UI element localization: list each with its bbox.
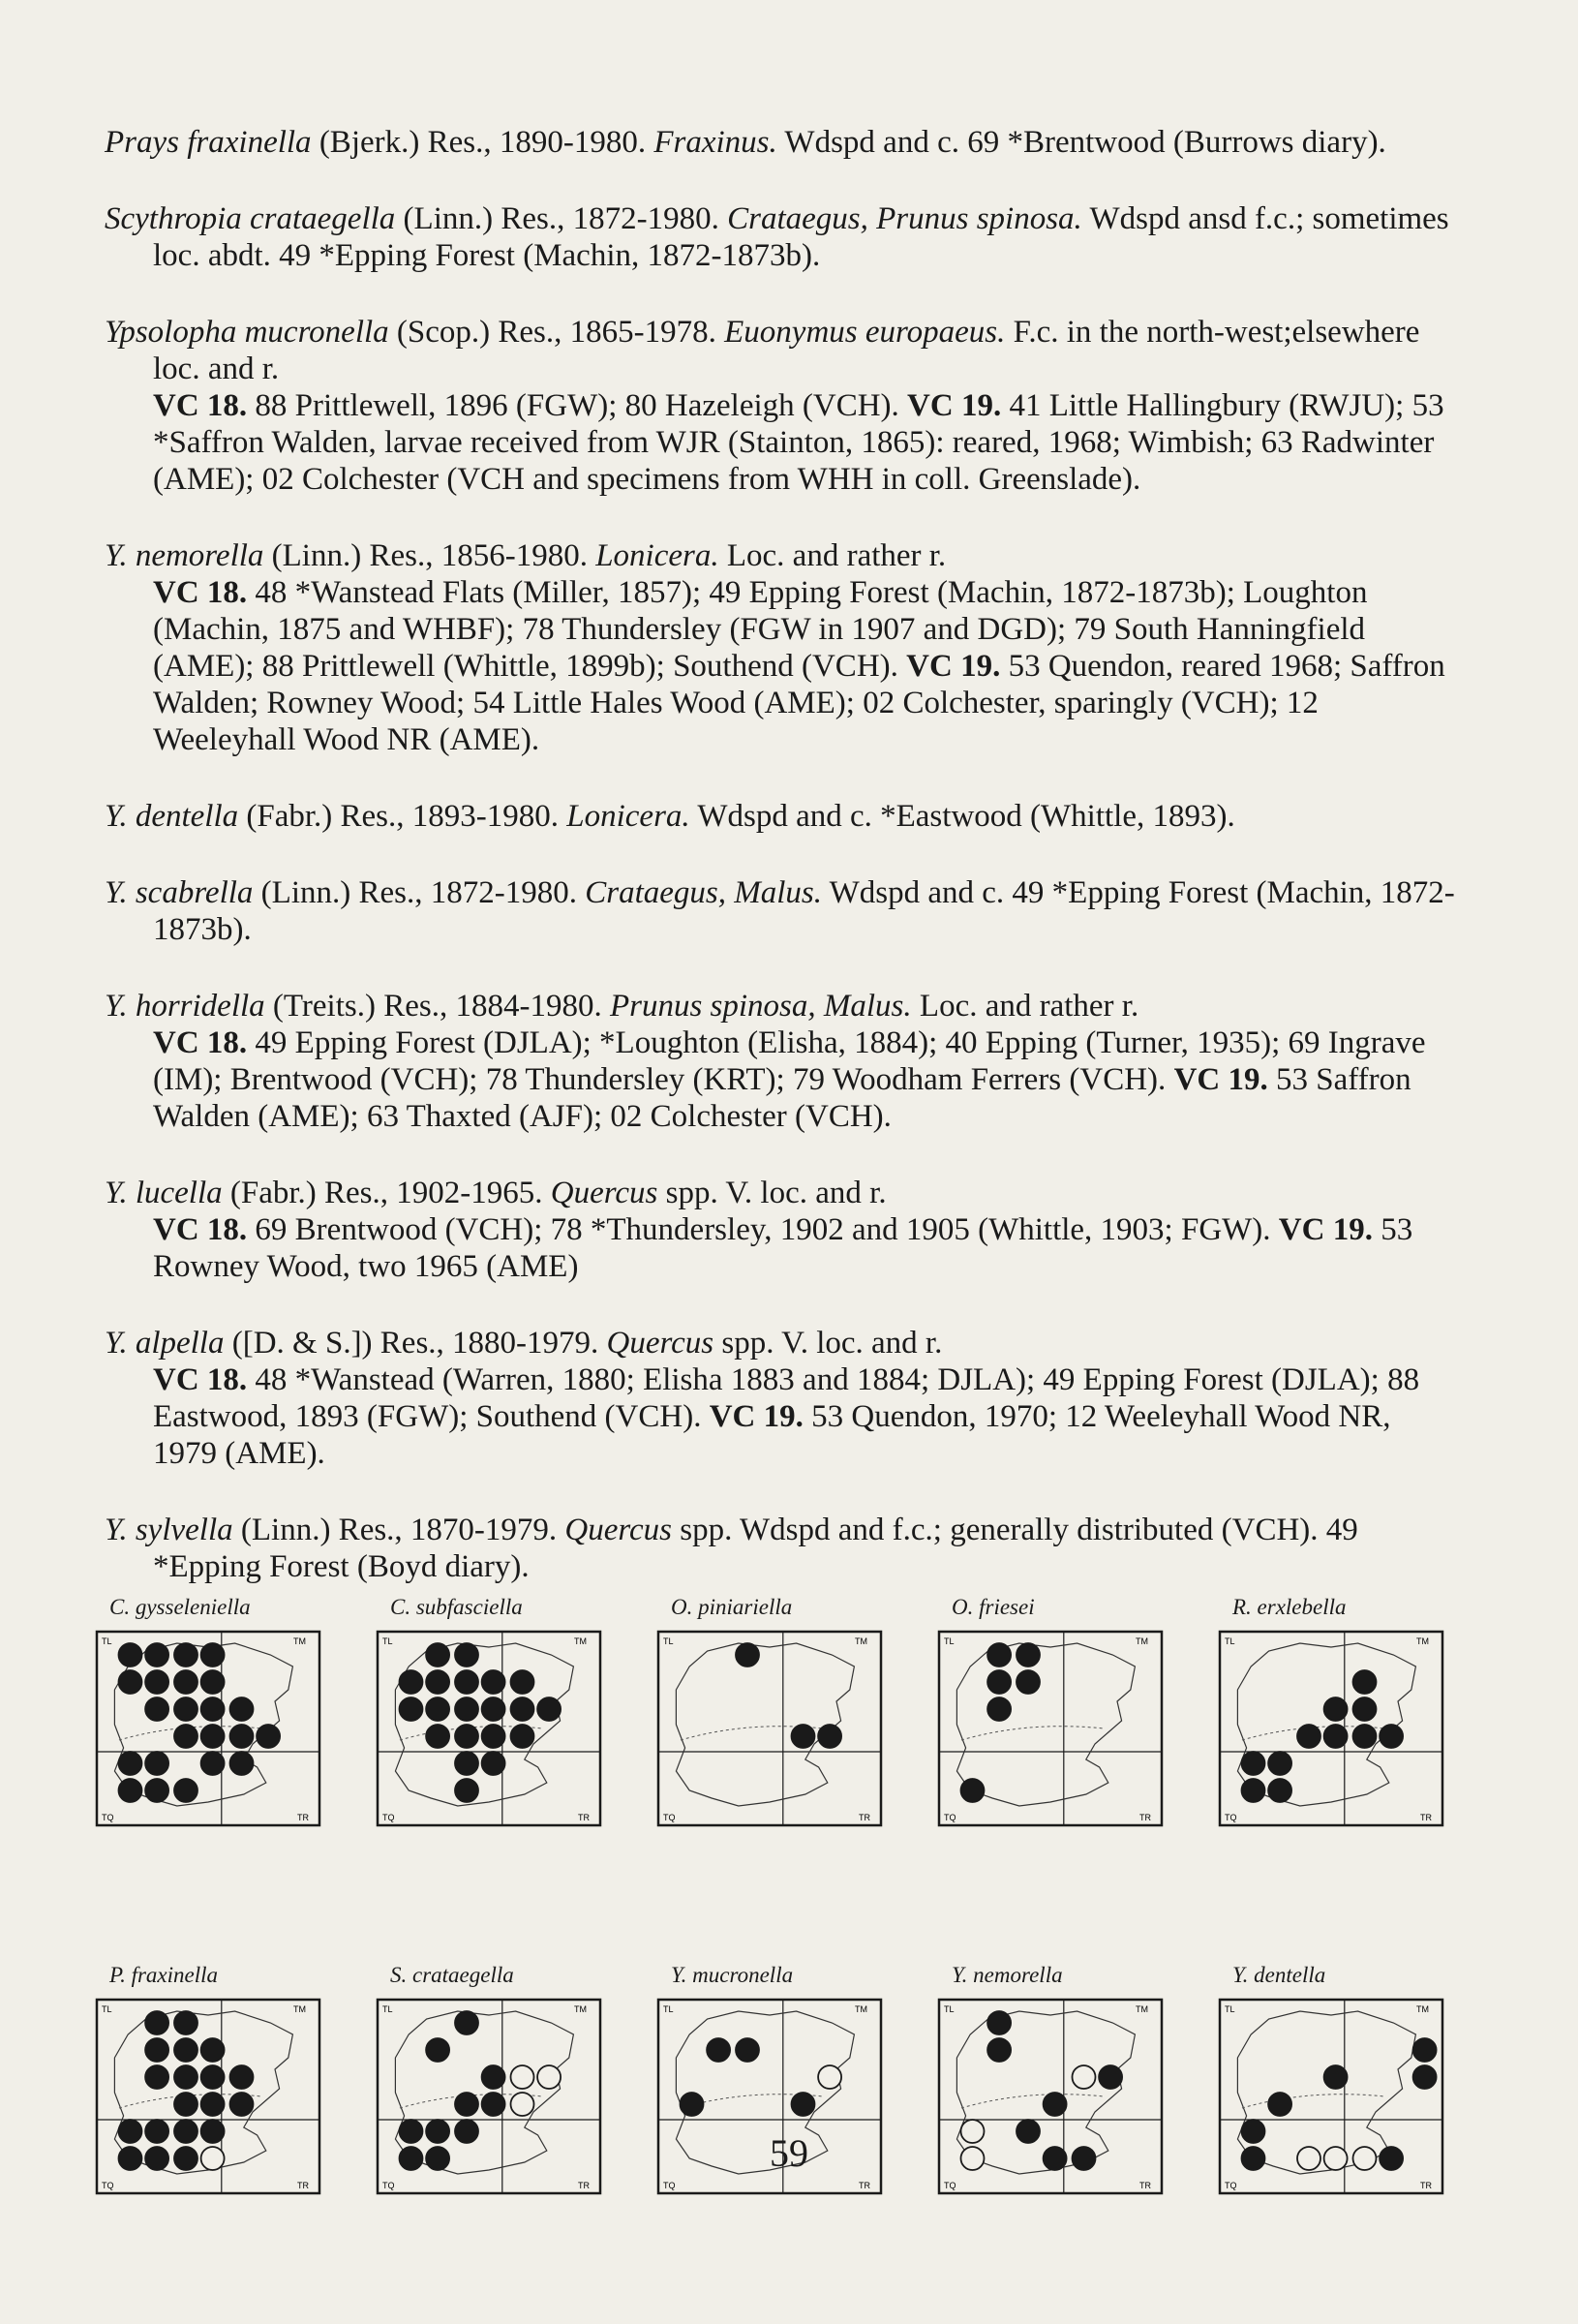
- record-dot-recent: [987, 1670, 1011, 1694]
- species-entry: [105, 1512, 1460, 1585]
- grid-square-label: TQ: [382, 1813, 395, 1822]
- record-dot-recent: [174, 2093, 197, 2116]
- record-dot-recent: [174, 2038, 197, 2062]
- map-species-label: R. erxlebella: [1232, 1595, 1347, 1619]
- foodplant: Crataegus, Prunus spinosa.: [727, 201, 1082, 236]
- vice-county-boundary: [961, 1727, 1104, 1740]
- record-dot-recent: [1017, 1670, 1040, 1694]
- grid-square-label: TR: [297, 2181, 309, 2190]
- grid-square-label: TM: [1136, 2004, 1148, 2014]
- species-name: Y. nemorella: [105, 538, 264, 573]
- record-dot-recent: [511, 1670, 534, 1694]
- vice-county: VC 18.: [153, 1362, 248, 1397]
- vice-county: VC 19.: [907, 388, 1002, 423]
- record-dot-recent: [1413, 2065, 1437, 2089]
- entry-notes: spp. Wdspd and f.c.; generally distributed (VCH). 49 *Epping Forest (Boyd diary).: [153, 1513, 1358, 1584]
- record-dot-recent: [482, 1670, 505, 1694]
- map-svg: [934, 1627, 1167, 1830]
- entry-heading: [105, 314, 1460, 387]
- record-dot-recent: [426, 1697, 449, 1721]
- grid-square-label: TL: [663, 2004, 674, 2014]
- record-dot-recent: [400, 1670, 423, 1694]
- record-dot-recent: [1353, 1697, 1377, 1721]
- distribution-map: [373, 1588, 605, 1830]
- record-dot-old: [818, 2065, 841, 2089]
- record-dot-old: [537, 2065, 561, 2089]
- species-entry: [105, 314, 1460, 498]
- record-dot-recent: [145, 1752, 168, 1775]
- entry-notes: Loc. and rather r.: [718, 538, 947, 573]
- record-dot-recent: [455, 1752, 478, 1775]
- record-dot-recent: [174, 1643, 197, 1667]
- species-name: Ypsolopha mucronella: [105, 315, 389, 350]
- grid-square-label: TM: [293, 1636, 306, 1646]
- entry-notes: Wdspd ansd f.c.; sometimes loc. abdt. 49 *Epping Forest (Machin, 1872-1873b).: [153, 201, 1449, 273]
- record-dot-recent: [1413, 2038, 1437, 2062]
- record-dot-recent: [145, 2011, 168, 2034]
- author-status: (Linn.) Res., 1872-1980.: [395, 201, 728, 236]
- entry-heading: [105, 874, 1460, 948]
- record-dot-recent: [1099, 2065, 1122, 2089]
- record-dot-recent: [1353, 1725, 1377, 1748]
- entry-records: [105, 387, 1460, 498]
- species-entry: [105, 124, 1460, 161]
- author-status: ([D. & S.]) Res., 1880-1979.: [224, 1326, 607, 1361]
- vice-county: VC 18.: [153, 1212, 248, 1247]
- record-dot-recent: [987, 2011, 1011, 2034]
- entry-heading: [105, 1325, 1460, 1361]
- map-species-label: P. fraxinella: [109, 1963, 219, 1987]
- species-entry: [105, 874, 1460, 948]
- record-dot-recent: [1324, 1697, 1348, 1721]
- record-dot-recent: [707, 2038, 730, 2062]
- author-status: (Bjerk.) Res., 1890-1980.: [311, 125, 654, 160]
- record-dot-recent: [455, 1725, 478, 1748]
- grid-square-label: TM: [1416, 2004, 1429, 2014]
- map-species-label: C. gysseleniella: [109, 1595, 251, 1619]
- record-dot-recent: [145, 1670, 168, 1694]
- grid-square-label: TQ: [1225, 1813, 1237, 1822]
- species-name: Y. alpella: [105, 1326, 225, 1361]
- vice-county-boundary: [961, 2095, 1104, 2108]
- map-species-label: S. crataegella: [390, 1963, 514, 1987]
- grid-square-label: TL: [102, 2004, 112, 2014]
- grid-square-label: TL: [1225, 2004, 1235, 2014]
- map-species-label: Y. dentella: [1232, 1963, 1326, 1987]
- grid-square-label: TQ: [663, 2181, 676, 2190]
- entry-heading: [105, 798, 1460, 835]
- grid-square-label: TQ: [663, 1813, 676, 1822]
- map-figure: [934, 1627, 1167, 1830]
- map-figure: [373, 1627, 605, 1830]
- entry-notes: spp. V. loc. and r.: [657, 1176, 887, 1210]
- vice-county: VC 18.: [153, 1025, 248, 1060]
- map-figure: [1215, 1627, 1447, 1830]
- record-dot-recent: [145, 1697, 168, 1721]
- record-dot-recent: [455, 1643, 478, 1667]
- vice-county: VC 19.: [1173, 1062, 1268, 1097]
- record-dot-recent: [482, 2065, 505, 2089]
- record-dot-recent: [201, 1670, 225, 1694]
- record-dot-recent: [145, 2065, 168, 2089]
- species-name: Y. sylvella: [105, 1513, 233, 1547]
- species-name: Y. scabrella: [105, 875, 254, 910]
- foodplant: Prunus spinosa, Malus.: [609, 989, 912, 1024]
- record-dot-recent: [145, 1643, 168, 1667]
- record-dot-recent: [201, 1752, 225, 1775]
- grid-square-label: TR: [859, 2181, 870, 2190]
- grid-square-label: TR: [1139, 2181, 1151, 2190]
- species-entries: [105, 124, 1460, 1625]
- record-dot-recent: [482, 2093, 505, 2116]
- record-dot-recent: [987, 1643, 1011, 1667]
- record-dot-recent: [1017, 1643, 1040, 1667]
- entry-heading: [105, 537, 1460, 574]
- grid-square-label: TM: [855, 1636, 867, 1646]
- foodplant: Euonymus europaeus.: [724, 315, 1006, 350]
- grid-square-label: TQ: [944, 1813, 956, 1822]
- species-entry: [105, 537, 1460, 758]
- record-dot-recent: [426, 1725, 449, 1748]
- record-dot-recent: [119, 1779, 142, 1802]
- species-name: Prays fraxinella: [105, 125, 312, 160]
- entry-heading: [105, 200, 1460, 274]
- map-svg: [373, 1627, 605, 1830]
- record-dot-recent: [201, 1643, 225, 1667]
- record-dot-recent: [230, 1725, 254, 1748]
- record-dot-recent: [1268, 1779, 1291, 1802]
- record-dot-old: [1073, 2065, 1096, 2089]
- map-figure: [653, 1627, 886, 1830]
- distribution-map: [1215, 1588, 1447, 1830]
- record-dot-recent: [230, 1697, 254, 1721]
- foodplant: Quercus: [606, 1326, 714, 1361]
- distribution-map: [934, 1588, 1167, 1830]
- grid-square-label: TM: [574, 1636, 587, 1646]
- record-dot-recent: [1268, 2093, 1291, 2116]
- county-outline: [395, 1643, 573, 1806]
- grid-square-label: TQ: [102, 1813, 114, 1822]
- records-text: 48 *Wanstead Flats (Miller, 1857); 49 Epping Forest (Machin, 1872-1873b); Loughton (Machin, 1875 and WHBF); 78 Thundersley (FGW in 1907 and DGD); 79 South Hanningfield (AME); 88 Prittlewell (Whittle, 1899b); Southend (VCH).: [153, 575, 1368, 684]
- record-dot-recent: [174, 1779, 197, 1802]
- county-outline: [956, 1643, 1135, 1806]
- record-dot-recent: [257, 1725, 280, 1748]
- record-dot-old: [511, 2065, 534, 2089]
- grid-square-label: TL: [1225, 1636, 1235, 1646]
- grid-square-label: TM: [1136, 1636, 1148, 1646]
- record-dot-recent: [1324, 2065, 1348, 2089]
- records-text: 49 Epping Forest (DJLA); *Loughton (Elisha, 1884); 40 Epping (Turner, 1935); 69 Ingrave (IM); Brentwood (VCH); 78 Thundersley (KRT); 79 Woodham Ferrers (VCH).: [153, 1025, 1426, 1097]
- record-dot-recent: [792, 2093, 815, 2116]
- record-dot-recent: [455, 1697, 478, 1721]
- entry-records: [105, 1211, 1460, 1285]
- records-text: 41 Little Hallingbury (RWJU); 53 *Saffron Walden, larvae received from WJR (Stainton, 1865): reared, 1968; Wimbish; 63 Radwinter (AME); 02 Colchester (VCH and specimens from WHH in coll. Greenslade).: [153, 388, 1444, 497]
- vice-county: VC 19.: [906, 649, 1001, 684]
- author-status: (Linn.) Res., 1856-1980.: [263, 538, 596, 573]
- record-dot-recent: [201, 2093, 225, 2116]
- foodplant: Lonicera.: [566, 799, 690, 834]
- entry-heading: [105, 1175, 1460, 1211]
- foodplant: Crataegus, Malus.: [585, 875, 822, 910]
- vice-county-boundary: [1242, 2095, 1384, 2108]
- foodplant: Fraxinus.: [653, 125, 777, 160]
- record-dot-recent: [455, 2093, 478, 2116]
- map-species-label: Y. mucronella: [671, 1963, 794, 1987]
- record-dot-recent: [230, 2093, 254, 2116]
- record-dot-recent: [482, 1697, 505, 1721]
- record-dot-recent: [482, 1725, 505, 1748]
- species-name: Scythropia crataegella: [105, 201, 396, 236]
- map-svg: [653, 1627, 886, 1830]
- species-name: Y. dentella: [105, 799, 239, 834]
- distribution-map: [653, 1588, 886, 1830]
- record-dot-recent: [201, 2065, 225, 2089]
- records-text: 48 *Wanstead (Warren, 1880; Elisha 1883 and 1884; DJLA); 49 Epping Forest (DJLA); 88 Eastwood, 1893 (FGW); Southend (VCH).: [153, 1362, 1420, 1434]
- vice-county: VC 19.: [709, 1399, 804, 1434]
- record-dot-recent: [987, 2038, 1011, 2062]
- record-dot-recent: [230, 2065, 254, 2089]
- grid-square-label: TM: [1416, 1636, 1429, 1646]
- record-dot-recent: [792, 1725, 815, 1748]
- map-figure: [92, 1627, 324, 1830]
- record-dot-recent: [174, 1725, 197, 1748]
- record-dot-recent: [681, 2093, 704, 2116]
- entry-heading: [105, 988, 1460, 1024]
- grid-square-label: TL: [663, 1636, 674, 1646]
- grid-square-label: TR: [578, 2181, 590, 2190]
- record-dot-recent: [174, 1697, 197, 1721]
- foodplant: Quercus: [564, 1513, 673, 1547]
- vice-county: VC 18.: [153, 575, 248, 610]
- record-dot-recent: [119, 1670, 142, 1694]
- record-dot-recent: [201, 1725, 225, 1748]
- grid-square-label: TM: [293, 2004, 306, 2014]
- grid-square-label: TR: [1139, 1813, 1151, 1822]
- record-dot-recent: [537, 1697, 561, 1721]
- grid-square-label: TR: [1420, 2181, 1432, 2190]
- author-status: (Linn.) Res., 1870-1979.: [232, 1513, 565, 1547]
- entry-notes: Wdspd and c. 49 *Epping Forest (Machin, 1872-1873b).: [153, 875, 1455, 947]
- grid-square-label: TQ: [382, 2181, 395, 2190]
- page-number: 59: [770, 2131, 808, 2175]
- records-text: 88 Prittlewell, 1896 (FGW); 80 Hazeleigh (VCH).: [247, 388, 908, 423]
- record-dot-recent: [201, 2038, 225, 2062]
- grid-square-label: TR: [297, 1813, 309, 1822]
- records-text: 53 Quendon, 1970; 12 Weeleyhall Wood NR, 1979 (AME).: [153, 1399, 1391, 1471]
- record-dot-recent: [736, 2038, 759, 2062]
- record-dot-recent: [736, 1643, 759, 1667]
- author-status: (Fabr.) Res., 1902-1965.: [222, 1176, 551, 1210]
- map-species-label: Y. nemorella: [952, 1963, 1063, 1987]
- map-svg: [92, 1627, 324, 1830]
- grid-square-label: TL: [944, 2004, 955, 2014]
- record-dot-recent: [1297, 1725, 1320, 1748]
- record-dot-recent: [511, 1725, 534, 1748]
- distribution-maps: [92, 1588, 1486, 2324]
- map-frame: [658, 1632, 881, 1825]
- grid-square-label: TL: [944, 1636, 955, 1646]
- vice-county: VC 19.: [1278, 1212, 1373, 1247]
- grid-square-label: TL: [382, 1636, 393, 1646]
- author-status: (Scop.) Res., 1865-1978.: [388, 315, 725, 350]
- map-species-label: C. subfasciella: [390, 1595, 523, 1619]
- record-dot-recent: [119, 1752, 142, 1775]
- record-dot-recent: [400, 1697, 423, 1721]
- grid-square-label: TL: [102, 1636, 112, 1646]
- record-dot-recent: [455, 2011, 478, 2034]
- record-dot-recent: [1353, 1670, 1377, 1694]
- record-dot-recent: [1324, 1725, 1348, 1748]
- grid-square-label: TR: [859, 1813, 870, 1822]
- map-species-label: O. friesei: [952, 1595, 1035, 1619]
- record-dot-recent: [455, 1779, 478, 1802]
- entry-notes: Wdspd and c. 69 *Brentwood (Burrows diary).: [776, 125, 1386, 160]
- record-dot-recent: [1380, 1725, 1403, 1748]
- entry-records: [105, 1361, 1460, 1472]
- grid-square-label: TQ: [944, 2181, 956, 2190]
- species-name: Y. horridella: [105, 989, 265, 1024]
- record-dot-recent: [1242, 1779, 1265, 1802]
- record-dot-recent: [961, 1779, 985, 1802]
- species-entry: [105, 200, 1460, 274]
- map-svg: [1215, 1627, 1447, 1830]
- record-dot-recent: [174, 1670, 197, 1694]
- grid-square-label: TR: [578, 1813, 590, 1822]
- entry-notes: Wdspd and c. *Eastwood (Whittle, 1893).: [689, 799, 1235, 834]
- records-text: 53 Saffron Walden (AME); 63 Thaxted (AJF); 02 Colchester (VCH).: [153, 1062, 1411, 1134]
- grid-square-label: TR: [1420, 1813, 1432, 1822]
- entry-records: [105, 1024, 1460, 1135]
- record-dot-recent: [987, 1697, 1011, 1721]
- record-dot-recent: [426, 2038, 449, 2062]
- author-status: (Linn.) Res., 1872-1980.: [253, 875, 586, 910]
- record-dot-recent: [174, 2011, 197, 2034]
- entry-notes: spp. V. loc. and r.: [713, 1326, 943, 1361]
- records-text: 53 Quendon, reared 1968; Saffron Walden; Rowney Wood; 54 Little Hales Wood (AME); 02 Colchester, sparingly (VCH); 12 Weeleyhall Wood NR (AME).: [153, 649, 1445, 757]
- record-dot-recent: [174, 2065, 197, 2089]
- record-dot-recent: [1242, 1752, 1265, 1775]
- entry-records: [105, 574, 1460, 758]
- record-dot-recent: [119, 1643, 142, 1667]
- record-dot-old: [511, 2093, 534, 2116]
- vice-county: VC 18.: [153, 388, 248, 423]
- entry-notes: Loc. and rather r.: [911, 989, 1139, 1024]
- record-dot-recent: [455, 1670, 478, 1694]
- record-dot-recent: [230, 1752, 254, 1775]
- record-dot-recent: [426, 1670, 449, 1694]
- species-name: Y. lucella: [105, 1176, 223, 1210]
- map-row: [92, 1588, 1486, 1956]
- grid-square-label: TL: [382, 2004, 393, 2014]
- records-text: 53 Rowney Wood, two 1965 (AME): [153, 1212, 1413, 1284]
- foodplant: Quercus: [550, 1176, 658, 1210]
- record-dot-recent: [818, 1725, 841, 1748]
- entry-heading: [105, 124, 1460, 161]
- record-dot-recent: [426, 1643, 449, 1667]
- species-entry: [105, 798, 1460, 835]
- records-text: 69 Brentwood (VCH); 78 *Thundersley, 1902 and 1905 (Whittle, 1903; FGW).: [247, 1212, 1279, 1247]
- species-entry: [105, 988, 1460, 1135]
- record-dot-recent: [201, 1697, 225, 1721]
- entry-heading: [105, 1512, 1460, 1585]
- species-entry: [105, 1325, 1460, 1472]
- grid-square-label: TQ: [102, 2181, 114, 2190]
- author-status: (Fabr.) Res., 1893-1980.: [238, 799, 567, 834]
- record-dot-recent: [1044, 2093, 1067, 2116]
- map-species-label: O. piniariella: [671, 1595, 793, 1619]
- grid-square-label: TM: [574, 2004, 587, 2014]
- record-dot-recent: [145, 2038, 168, 2062]
- author-status: (Treits.) Res., 1884-1980.: [264, 989, 610, 1024]
- grid-square-label: TQ: [1225, 2181, 1237, 2190]
- record-dot-recent: [1268, 1752, 1291, 1775]
- entry-notes: F.c. in the north-west;elsewhere loc. and r.: [153, 315, 1420, 386]
- record-dot-recent: [482, 1752, 505, 1775]
- grid-square-label: TM: [855, 2004, 867, 2014]
- distribution-map: [92, 1588, 324, 1830]
- record-dot-recent: [145, 1779, 168, 1802]
- foodplant: Lonicera.: [595, 538, 719, 573]
- species-entry: [105, 1175, 1460, 1285]
- record-dot-recent: [511, 1697, 534, 1721]
